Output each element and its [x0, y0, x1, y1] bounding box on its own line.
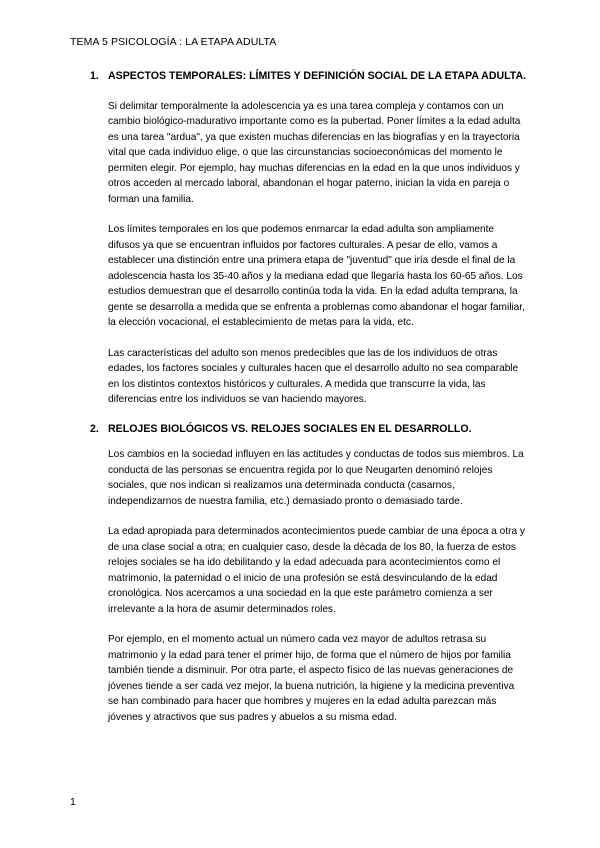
document-body	[0, 68, 600, 740]
section-heading-2	[92, 421, 548, 438]
paragraph: Los límites temporales en los que podemos enmarcar la edad adulta son ampliamente difusos ya que se encuentran influidos por factores culturales. A pesar de ello, vamos a establecer una distinción entre una primera etapa de "juventud" que iría desde el final de la adolescencia hasta los 35-40 años y la mediana edad que llegaría hasta los 60-65 años. Los estudios demuestran que el desarrollo continúa toda la vida. En la edad adulta temprana, la gente se desarrolla a medida que se enfrenta a problemas como abandonar el hogar familiar, la elección vocacional, el establecimiento de metas para la vida, etc.	[108, 224, 525, 328]
section-title: RELOJES BIOLÓGICOS VS. RELOJES SOCIALES EN EL DESARROLLO.	[108, 422, 472, 435]
section-heading-1	[92, 68, 548, 85]
paragraph: Si delimitar temporalmente la adolescencia ya es una tarea compleja y contamos con un cambio biológico-madurativo importante como es la pubertad. Poner límites a la edad adulta es una tarea "ardua", ya que existen muchas diferencias en las biografías y en la trayectoria vital que cada individuo elige, o que las circunstancias socioeconómicas del momento le permiten elegir. Por ejemplo, hay muchas diferencias en la edad en la que unos individuos y otros acceden al mercado laboral, abandonan el hogar paterno, inician la vida en pareja o forman una familia.	[108, 100, 521, 205]
section-title: ASPECTOS TEMPORALES: LÍMITES Y DEFINICIÓN SOCIAL DE LA ETAPA ADULTA.	[108, 70, 527, 82]
paragraph: La edad apropiada para determinados acontecimientos puede cambiar de una época a otra y de una clase social a otra; en cualquier caso, desde la década de los 80, la fuerza de estos relojes sociales se ha ido debilitando y la edad adecuada para acontecimientos como el matrimonio, la paternidad o el inicio de una profesión se está desvinculando de la edad cronológica. Nos acercamos a una sociedad en la que este parámetro comienza a ser irrelevante a la hora de asumir determinados roles.	[108, 526, 525, 615]
page-header: TEMA 5 PSICOLOGÍA : LA ETAPA ADULTA	[70, 36, 277, 48]
paragraph: Los cambios en la sociedad influyen en las actitudes y conductas de todos sus miembros. La conducta de las personas se encuentra regida por lo que Neugarten denominó relojes sociales, que nos indican si realizamos una determinada conducta (casarnos, independizarnos de nuestra familia, etc.) demasiado pronto o demasiado tarde.	[108, 449, 524, 507]
page-number: 1	[70, 796, 76, 808]
paragraph: Por ejemplo, en el momento actual un número cada vez mayor de adultos retrasa su matrimonio y la edad para tener el primer hijo, de forma que el número de hijos por familia también tiende a disminuir. Por otra parte, el aspecto físico de las nuevas generaciones de jóvenes tiende a ser cada vez mejor, la buena nutrición, la higiene y la medicina preventiva se han combinado para hacer que hombres y mujeres en la edad adulta parezcan más jóvenes y atractivos que sus padres y abuelos a su misma edad.	[108, 634, 515, 723]
paragraph: Las características del adulto son menos predecibles que las de los individuos de otras edades, los factores sociales y culturales hacen que el desarrollo adulto no sea comparable en los distintos contextos históricos y culturales. A medida que transcurre la vida, las diferencias entre los individuos se van haciendo mayores.	[108, 347, 519, 405]
section-number: 2.	[90, 422, 99, 435]
section-number: 1.	[90, 70, 99, 82]
